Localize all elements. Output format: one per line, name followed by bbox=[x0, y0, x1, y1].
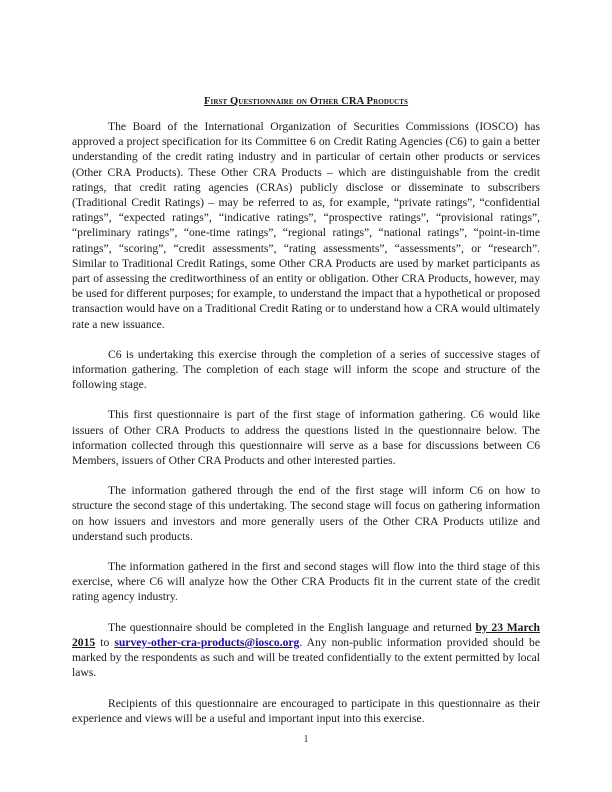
paragraph-intro: The Board of the International Organization of Securities Commissions (IOSCO) has approved a project specification for its Committee 6 on Credit Rating Agencies (C6) to gain a better understanding of the credit rating industry and in particular of certain other products or services (Other CRA Products). These Other CRA Products – which are distinguishable from the credit ratings, that credit rating agencies (CRAs) publicly disclose or disseminate to subscribers (Traditional Credit Ratings) – may be referred to as, for example, “private ratings”, “confidential ratings”, “expected ratings”, “indicative ratings”, “prospective ratings”, “provisional ratings”, “preliminary ratings”, “one-time ratings”, “regional ratings”, “national ratings”, “point-in-time ratings”, “scoring”, “credit assessments”, “rating assessments”, “assessments”, or “research”. Similar to Traditional Credit Ratings, some Other CRA Products are used by market participants as part of assessing the creditworthiness of an entity or obligation. Other CRA Products, however, may be used for different purposes; for example, to understand the impact that a hypothetical or proposed transaction would have on a Traditional Credit Rating or to understand how a CRA would ultimately rate a new issuance. bbox=[72, 120, 540, 331]
submission-confidentiality: . Any non-public information provided should be marked by the respondents as such and will be treated confidentially to the extent permitted by local laws. bbox=[72, 635, 540, 680]
document-title: First Questionnaire on Other CRA Products bbox=[203, 96, 409, 107]
email-link[interactable]: survey-other-cra-products@iosco.org bbox=[114, 635, 300, 649]
document-page bbox=[72, 96, 540, 741]
page-number: 1 bbox=[303, 734, 309, 745]
paragraph-closing: Recipients of this questionnaire are encouraged to participate in this questionnaire as their experience and views will be a useful and important input into this exercise. bbox=[72, 696, 540, 725]
deadline-text: by 23 March 2015 bbox=[72, 620, 540, 649]
submission-text: The questionnaire should be completed in the English language and returned bbox=[108, 620, 476, 634]
submission-to: to bbox=[95, 635, 115, 649]
paragraph-third-stage: The information gathered in the first and second stages will flow into the third stage of this exercise, where C6 will analyze how the Other CRA Products fit in the current state of the credit rating agency industry. bbox=[72, 560, 540, 604]
paragraph-second-stage: The information gathered through the end of the first stage will inform C6 on how to structure the second stage of this undertaking. The second stage will focus on gathering information on how issuers and investors and more generally users of the Other CRA Products utilize and understand such products. bbox=[72, 484, 540, 543]
paragraph-submission bbox=[72, 620, 540, 681]
paragraph-stages: C6 is undertaking this exercise through the completion of a series of successive stages of information gathering. The completion of each stage will inform the scope and structure of the following stage. bbox=[72, 347, 540, 392]
paragraph-first-stage: This first questionnaire is part of the first stage of information gathering. C6 would like issuers of Other CRA Products to address the questions listed in the questionnaire below. The information collected through this questionnaire will serve as a base for discussions between C6 Members, issuers of Other CRA Products and other interested parties. bbox=[72, 408, 540, 468]
